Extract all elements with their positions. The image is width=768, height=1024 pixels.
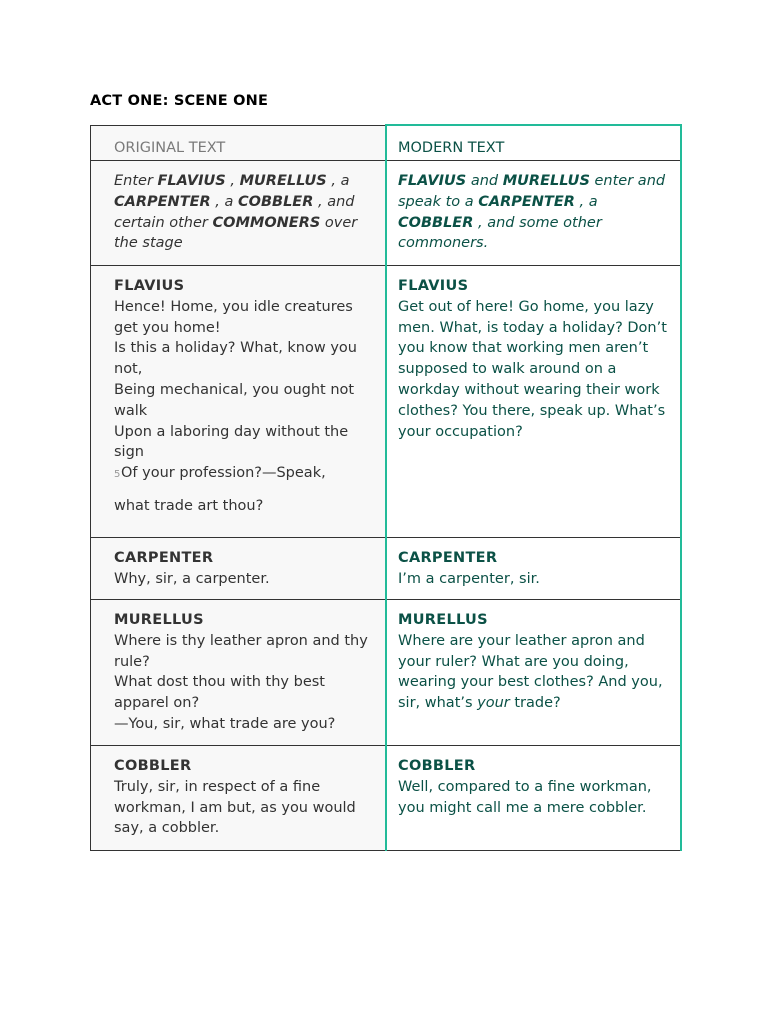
modern-translation: Well, compared to a fine workman, you might call me a mere cobbler. [398, 778, 652, 816]
speaker-name: CARPENTER [398, 550, 498, 566]
flavius-modern [387, 266, 680, 442]
speaker-name: CARPENTER [114, 550, 214, 566]
murellus-modern-cell [386, 600, 681, 746]
verse-line: Upon a laboring day without the sign [114, 423, 349, 461]
emphasis-text: your [477, 695, 510, 712]
stage-text: , a [574, 193, 598, 210]
verse-line [114, 463, 373, 486]
stage-direction-modern-cell [386, 161, 681, 266]
modern-text-header-cell [386, 125, 681, 161]
carpenter-modern-cell [386, 538, 681, 600]
stage-text: , [225, 173, 240, 189]
stage-text: , and some other commoners. [398, 214, 602, 252]
carpenter-speech-row [91, 538, 682, 600]
modern-text: Where are your leather apron and your ruler? What are you doing, wearing your best clothes? And you, sir, what’s [398, 632, 663, 712]
murellus-modern [387, 600, 680, 714]
cobbler-original [91, 746, 385, 839]
stage-direction-modern [387, 161, 680, 254]
modern-text: trade? [509, 695, 561, 712]
character-name: FLAVIUS [157, 173, 226, 189]
carpenter-original-cell [91, 538, 387, 600]
stage-text: over the stage [114, 214, 358, 252]
stage-text: and [466, 173, 503, 189]
modern-text-header: MODERN TEXT [398, 140, 505, 156]
stage-text: , a [210, 193, 238, 210]
stage-direction-original-cell [91, 161, 387, 266]
speaker-name: MURELLUS [398, 612, 488, 628]
character-name: COBBLER [238, 193, 314, 210]
scene-heading: ACT ONE: SCENE ONE [90, 93, 269, 109]
stage-text: Enter [114, 173, 158, 189]
cobbler-speech-row [91, 746, 682, 851]
modern-translation [398, 631, 668, 714]
murellus-original-cell [91, 600, 387, 746]
murellus-speech-row [91, 600, 682, 746]
verse-line: Being mechanical, you ought not walk [114, 381, 355, 419]
speaker-name: FLAVIUS [398, 278, 469, 294]
character-name: CARPENTER [114, 193, 211, 210]
flavius-original-cell [91, 266, 387, 538]
verse-line: Truly, sir, in respect of a fine workman, I am but, as you would say, a cobbler. [114, 778, 356, 837]
flavius-speech-row [91, 266, 682, 538]
carpenter-modern [387, 538, 680, 590]
verse-line: Hence! Home, you idle creatures get you home! [114, 298, 353, 336]
original-text-header: ORIGINAL TEXT [114, 139, 226, 156]
stage-direction-original [91, 161, 385, 254]
carpenter-original [91, 538, 385, 590]
stage-text: , a [326, 173, 350, 189]
verse-line: —You, sir, what trade are you? [114, 715, 336, 732]
stage-text: enter and speak to a [398, 173, 666, 210]
character-name: COMMONERS [212, 214, 321, 231]
verse-line: What dost thou with thy best apparel on? [114, 674, 325, 712]
modern-translation: I’m a carpenter, sir. [398, 570, 540, 587]
speaker-name: MURELLUS [114, 612, 204, 628]
character-name: FLAVIUS [398, 173, 467, 189]
verse-line: what trade art thou? [114, 497, 264, 514]
table-header-row [91, 125, 682, 161]
cobbler-original-cell [91, 746, 387, 851]
line-number: 5 [114, 469, 121, 481]
speaker-name: COBBLER [398, 758, 476, 774]
speaker-name: FLAVIUS [114, 278, 185, 294]
modern-translation: Get out of here! Go home, you lazy men. What, is today a holiday? Don’t you know that working men aren’t supposed to walk around on a workday without wearing their work clothes? You there, speak up. What’s your occupation? [398, 298, 667, 440]
character-name: COBBLER [398, 214, 474, 231]
cobbler-modern-cell [386, 746, 681, 851]
murellus-original [91, 600, 385, 735]
character-name: MURELLUS [502, 173, 590, 189]
verse-line: Is this a holiday? What, know you not, [114, 340, 357, 378]
stage-direction-row [91, 161, 682, 266]
character-name: CARPENTER [478, 193, 575, 210]
speaker-name: COBBLER [114, 758, 192, 774]
character-name: MURELLUS [239, 173, 327, 189]
verse-line: Why, sir, a carpenter. [114, 570, 270, 587]
stage-text: , and certain other [114, 193, 355, 231]
parallel-text-table [90, 124, 682, 851]
original-text-header-cell [91, 125, 387, 161]
verse-line: Where is thy leather apron and thy rule? [114, 632, 368, 670]
flavius-modern-cell [386, 266, 681, 538]
flavius-original [91, 266, 385, 517]
cobbler-modern [387, 746, 680, 818]
verse-line-text: Of your profession?—Speak, [121, 465, 326, 482]
